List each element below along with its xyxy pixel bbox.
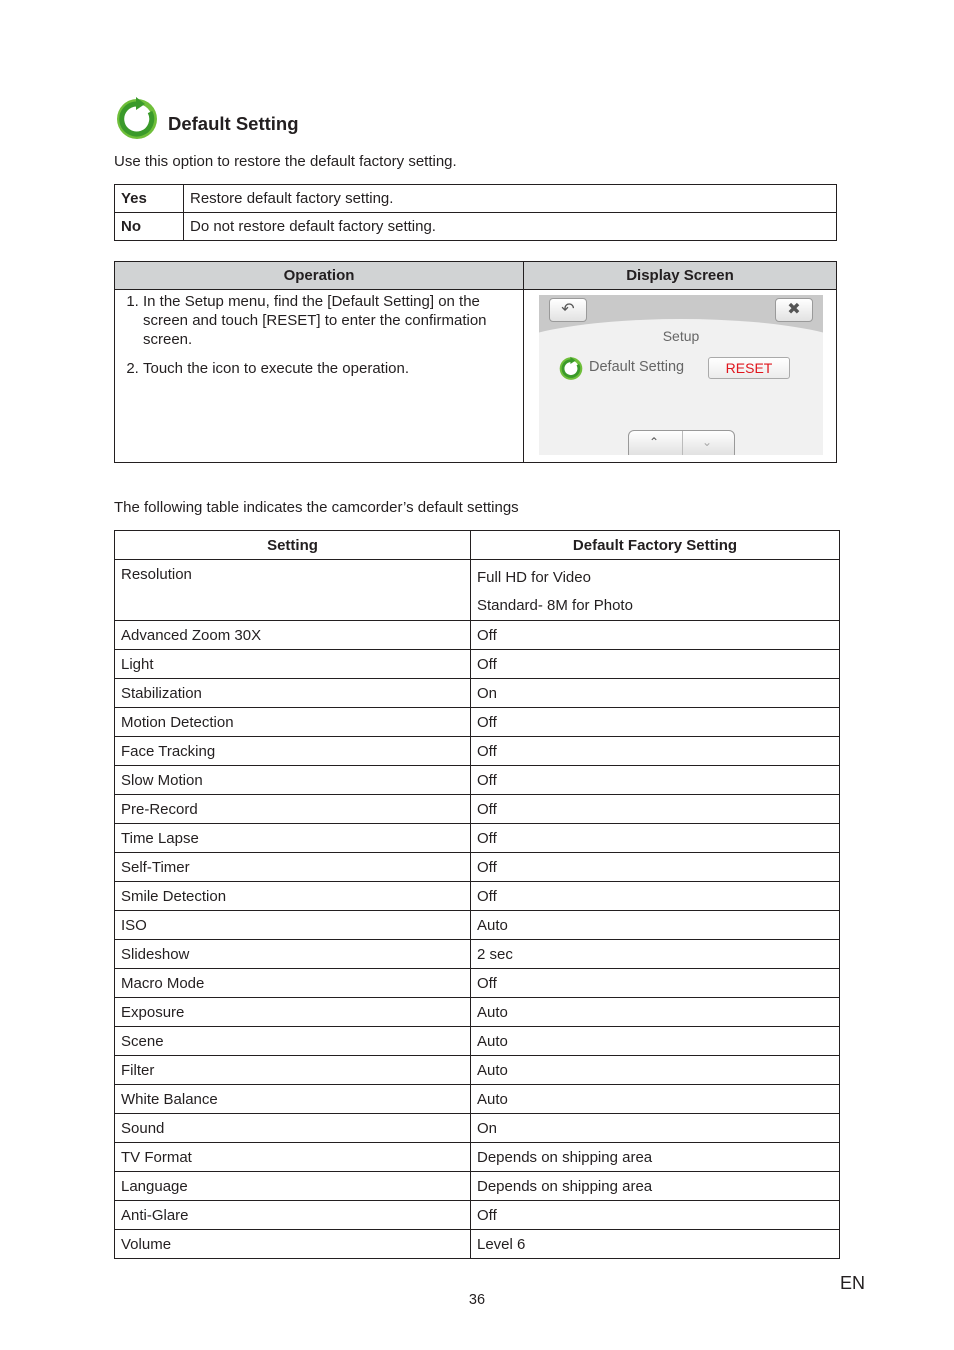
- setting-value: Off: [471, 621, 840, 650]
- setting-name: Smile Detection: [115, 882, 471, 911]
- operation-header: Operation: [115, 262, 524, 290]
- table-row: [115, 679, 840, 708]
- setting-name: Advanced Zoom 30X: [115, 621, 471, 650]
- setting-name: Resolution: [115, 560, 471, 621]
- table-row: [115, 882, 840, 911]
- table-row: [115, 621, 840, 650]
- table-row: [115, 766, 840, 795]
- default-setting-icon: [114, 95, 160, 141]
- setting-name: Filter: [115, 1056, 471, 1085]
- display-screen: [524, 290, 837, 463]
- scroll-nav: [628, 430, 735, 455]
- option-key: Yes: [115, 185, 184, 213]
- setting-value: On: [471, 679, 840, 708]
- setting-value: Auto: [471, 1056, 840, 1085]
- setting-value: Off: [471, 795, 840, 824]
- resolution-video: Full HD for Video: [477, 569, 591, 586]
- setting-name: Face Tracking: [115, 737, 471, 766]
- table-row: [115, 795, 840, 824]
- setting-value: Off: [471, 650, 840, 679]
- table-row: [115, 1114, 840, 1143]
- setting-name: Stabilization: [115, 679, 471, 708]
- setting-name: Language: [115, 1172, 471, 1201]
- table-row: [115, 1085, 840, 1114]
- step-item: 2. Touch the icon to execute the operation.: [143, 359, 517, 378]
- table-row: [115, 824, 840, 853]
- setting-name: TV Format: [115, 1143, 471, 1172]
- setting-name: Slow Motion: [115, 766, 471, 795]
- section-title: Default Setting: [168, 113, 299, 134]
- setting-name: Self-Timer: [115, 853, 471, 882]
- setting-header: Setting: [115, 531, 471, 560]
- setting-value: Depends on shipping area: [471, 1143, 840, 1172]
- setting-value: Level 6: [471, 1230, 840, 1259]
- table-row: [115, 650, 840, 679]
- back-arrow-icon[interactable]: ↶: [549, 298, 587, 322]
- table-row: [115, 969, 840, 998]
- setting-value: Off: [471, 1201, 840, 1230]
- resolution-photo: Standard- 8M for Photo: [477, 597, 633, 614]
- setting-name: Pre-Record: [115, 795, 471, 824]
- setting-name: Time Lapse: [115, 824, 471, 853]
- table-row: [115, 213, 837, 241]
- table-row: [115, 940, 840, 969]
- setting-name: Macro Mode: [115, 969, 471, 998]
- screen-title: Setup: [662, 328, 700, 344]
- step-item: 1. In the Setup menu, find the [Default Setting] on the screen and touch [RESET] to enter the confirmation screen.: [143, 292, 517, 349]
- chevron-up-icon[interactable]: ⌃: [649, 435, 660, 449]
- setting-value: Depends on shipping area: [471, 1172, 840, 1201]
- table-row: [115, 1027, 840, 1056]
- setting-name: Scene: [115, 1027, 471, 1056]
- option-desc: Do not restore default factory setting.: [184, 213, 837, 241]
- defaults-table: [114, 530, 840, 1259]
- table-row: [115, 708, 840, 737]
- default-setting-icon: [558, 355, 584, 381]
- setting-name: White Balance: [115, 1085, 471, 1114]
- screen-item-label: Default Setting: [589, 359, 685, 375]
- setting-name: Light: [115, 650, 471, 679]
- setting-name: Anti-Glare: [115, 1201, 471, 1230]
- section-intro: Use this option to restore the default factory setting.: [114, 153, 457, 170]
- setting-name: ISO: [115, 911, 471, 940]
- setting-value: Auto: [471, 1027, 840, 1056]
- operation-table: [114, 261, 837, 463]
- setting-value: Off: [471, 737, 840, 766]
- setting-value: Off: [471, 708, 840, 737]
- setting-value: On: [471, 1114, 840, 1143]
- table-row: [115, 1143, 840, 1172]
- option-key: No: [115, 213, 184, 241]
- setting-name: Volume: [115, 1230, 471, 1259]
- setting-value: Auto: [471, 911, 840, 940]
- page-number: 36: [468, 1292, 486, 1308]
- setting-value: [471, 560, 840, 621]
- setting-name: Sound: [115, 1114, 471, 1143]
- display-header: Display Screen: [524, 262, 837, 290]
- table-row: [115, 853, 840, 882]
- table-row: [115, 185, 837, 213]
- options-table: [114, 184, 837, 241]
- camcorder-screen: [539, 295, 823, 455]
- setting-name: Slideshow: [115, 940, 471, 969]
- table-row: [115, 560, 840, 621]
- setting-value: Off: [471, 766, 840, 795]
- close-icon[interactable]: ✖: [775, 298, 813, 322]
- operation-steps: [115, 290, 524, 463]
- table-row: [115, 1230, 840, 1259]
- setting-value: Auto: [471, 998, 840, 1027]
- option-desc: Restore default factory setting.: [184, 185, 837, 213]
- table-row: [115, 1201, 840, 1230]
- language-code: EN: [840, 1273, 866, 1293]
- setting-value: Auto: [471, 1085, 840, 1114]
- setting-value: Off: [471, 853, 840, 882]
- setting-value: Off: [471, 882, 840, 911]
- table-row: [115, 737, 840, 766]
- setting-name: Motion Detection: [115, 708, 471, 737]
- default-header: Default Factory Setting: [471, 531, 840, 560]
- setting-value: Off: [471, 824, 840, 853]
- chevron-down-icon[interactable]: ⌄: [702, 435, 713, 449]
- table-row: [115, 1172, 840, 1201]
- table-row: [115, 911, 840, 940]
- reset-button[interactable]: RESET: [708, 357, 790, 379]
- setting-name: Exposure: [115, 998, 471, 1027]
- setting-value: Off: [471, 969, 840, 998]
- table-row: [115, 998, 840, 1027]
- defaults-intro: The following table indicates the camcorder’s default settings: [114, 499, 519, 516]
- setting-value: 2 sec: [471, 940, 840, 969]
- table-row: [115, 1056, 840, 1085]
